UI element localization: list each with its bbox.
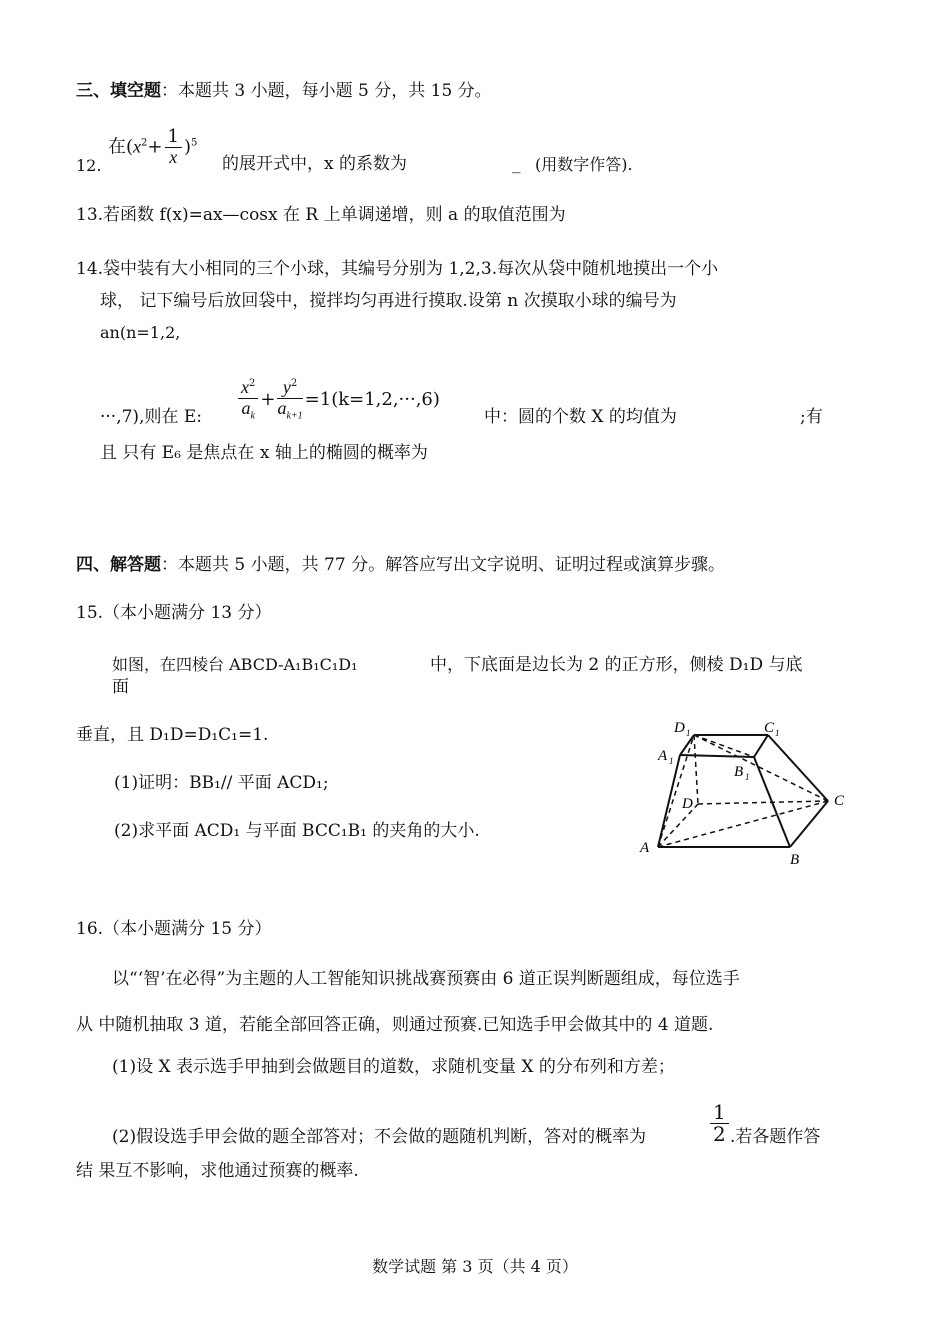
- svg-text:1: 1: [669, 756, 674, 766]
- edge-CC1: [768, 735, 828, 801]
- edge-DC: [698, 801, 828, 804]
- edge-AA1: [658, 755, 680, 847]
- q12-number: 12.: [76, 156, 102, 175]
- q14-line5: 且 只有 E₆ 是焦点在 x 轴上的椭圆的概率为: [100, 443, 428, 463]
- q16-fraction: $\frac{1}{2}$: [708, 1102, 731, 1145]
- q15-line1a: 如图，在四棱台 ABCD-A₁B₁C₁D₁: [112, 655, 358, 674]
- q14-frac-y: $\frac{y^2}{a_{k+1}}$: [277, 377, 303, 422]
- label-D: D: [682, 796, 693, 812]
- q14-line2: 球， 记下编号后放回袋中，搅拌均匀再进行摸取.设第 n 次摸取小球的编号为: [100, 291, 677, 311]
- section3-title: 三、填空题: [76, 81, 161, 101]
- q13-text: 13.若函数 f(x)=ax—cosx 在 R 上单调递增，则 a 的取值范围为: [76, 205, 566, 225]
- edge-A1B1: [680, 755, 754, 757]
- q14-line4-end: ;有: [800, 407, 823, 427]
- section4-header: [76, 554, 725, 578]
- q15-head: 15.（本小题满分 13 分）: [76, 603, 272, 623]
- q15-line1b: 中，下底面是边长为 2 的正方形，侧棱 D₁D 与底: [430, 655, 803, 675]
- q15-part1: (1)证明：BB₁// 平面 ACD₁;: [114, 773, 329, 793]
- q14-line4-mid: 中：圆的个数 X 的均值为: [484, 407, 677, 427]
- svg-text:1: 1: [686, 728, 691, 738]
- q16-part2b: .若各题作答: [730, 1127, 821, 1147]
- svg-text:1: 1: [775, 728, 780, 738]
- diag-D1B1: [694, 735, 754, 757]
- q15-line2: 垂直，且 D₁D=D₁C₁=1.: [76, 725, 269, 745]
- q12-text: 的展开式中，x 的系数为: [222, 154, 407, 174]
- label-A: A: [640, 840, 650, 856]
- label-D1: D: [674, 720, 685, 736]
- q16-head: 16.（本小题满分 15 分）: [76, 919, 272, 939]
- section4-desc: ：本题共 5 小题，共 77 分。解答应写出文字说明、证明过程或演算步骤。: [161, 555, 726, 575]
- q14-frac-x: $\frac{x^2}{a_k}$: [238, 378, 258, 422]
- q16-line1: 以“‘智’在必得”为主题的人工智能知识挑战赛预赛由 6 道正误判断题组成，每位选手: [112, 969, 740, 989]
- q15-line1c: 面: [112, 677, 129, 697]
- section3-desc: ：本题共 3 小题，每小题 5 分，共 15 分。: [161, 81, 492, 101]
- label-B1: B: [734, 764, 744, 780]
- q14-line4-pre: ···,7),则在 E:: [100, 407, 203, 427]
- q14-line3: an(n=1,2,: [100, 323, 181, 342]
- edge-BC: [790, 801, 828, 847]
- label-B: B: [790, 852, 800, 868]
- label-C1: C: [764, 720, 775, 736]
- q15-part2: (2)求平面 ACD₁ 与平面 BCC₁B₁ 的夹角的大小.: [114, 821, 480, 841]
- edge-D1D: [694, 735, 698, 804]
- label-A1: A: [658, 748, 668, 764]
- q16-part2a: (2)假设选手甲会做的题全部答对；不会做的题随机判断，答对的概率为: [112, 1127, 647, 1147]
- section4-title: 四、解答题: [76, 555, 161, 575]
- q12-expression: 在($x^2+$ $\frac{1}{x}$ )$^5$: [108, 126, 198, 167]
- q12-note: (用数字作答).: [535, 155, 633, 174]
- label-C: C: [834, 793, 845, 809]
- svg-text:1: 1: [745, 772, 750, 782]
- q16-line2: 从 中随机抽取 3 道，若能全部回答正确，则通过预赛.已知选手甲会做其中的 4 道题.: [76, 1015, 714, 1035]
- q14-ellipse-equation: $\frac{x^2}{a_k}$ + $\frac{y^2}{a_{k+1}}$ =1(k=1,2,···,6): [236, 378, 440, 422]
- frustum-figure: [630, 712, 860, 868]
- q12-blank: _: [512, 154, 521, 174]
- page-footer: 数学试题 第 3 页（共 4 页）: [372, 1257, 578, 1276]
- q16-last-line: 结 果互不影响，求他通过预赛的概率.: [76, 1161, 359, 1181]
- edge-B1C1: [754, 735, 768, 757]
- q14-line1: 14.袋中装有大小相同的三个小球，其编号分别为 1,2,3.每次从袋中随机地摸出一个小: [76, 259, 719, 279]
- q12-fraction: $\frac{1}{x}$: [165, 128, 182, 167]
- edge-A1D1: [680, 735, 694, 755]
- section3-header: [76, 80, 492, 104]
- q16-part1: (1)设 X 表示选手甲抽到会做题目的道数，求随机变量 X 的分布列和方差；: [112, 1057, 675, 1077]
